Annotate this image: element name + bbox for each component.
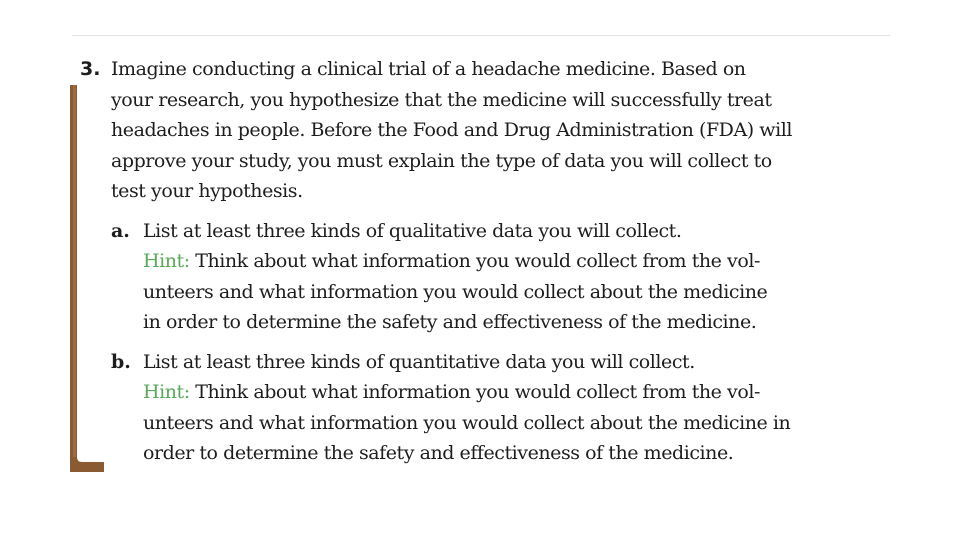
question-line: Imagine conducting a clinical trial of a headache medicine. Based on xyxy=(111,58,746,80)
part-b-hint-line xyxy=(143,377,840,408)
part-b-hint-line: order to determine the safety and effectiveness of the medicine. xyxy=(143,442,734,464)
question-line: test your hypothesis. xyxy=(111,180,303,202)
part-a-hint-text: Think about what information you would collect from the vol- xyxy=(189,250,760,272)
part-b-body xyxy=(143,347,840,469)
part-b-hint-line: unteers and what information you would collect about the medicine in xyxy=(143,411,791,434)
part-a-hint-line xyxy=(143,246,840,277)
part-b-prompt: List at least three kinds of quantitative data you will collect. xyxy=(143,350,695,373)
part-a-letter: a. xyxy=(111,219,130,242)
question-text xyxy=(111,54,792,207)
part-b xyxy=(111,347,840,469)
part-a-hint-line: unteers and what information you would collect about the medicine xyxy=(143,280,768,303)
part-b-letter: b. xyxy=(111,350,131,373)
question-line: headaches in people. Before the Food and Drug Administration (FDA) will xyxy=(111,119,792,141)
part-a-hint-line: in order to determine the safety and effectiveness of the medicine. xyxy=(143,311,757,333)
bracket-shade xyxy=(73,85,76,457)
part-b-hint-text: Think about what information you would collect from the vol- xyxy=(189,381,760,403)
part-a-prompt: List at least three kinds of qualitative data you will collect. xyxy=(143,219,682,242)
part-a xyxy=(111,216,840,338)
question-line: your research, you hypothesize that the medicine will successfully treat xyxy=(111,88,772,111)
part-a-hint-label: Hint: xyxy=(143,250,190,272)
question-block xyxy=(80,54,840,469)
question-3 xyxy=(80,54,840,207)
part-a-body xyxy=(143,216,840,338)
part-b-hint-label: Hint: xyxy=(143,381,190,403)
question-number: 3. xyxy=(80,58,101,80)
top-divider xyxy=(72,35,890,36)
question-line: approve your study, you must explain the type of data you will collect to xyxy=(111,149,772,172)
